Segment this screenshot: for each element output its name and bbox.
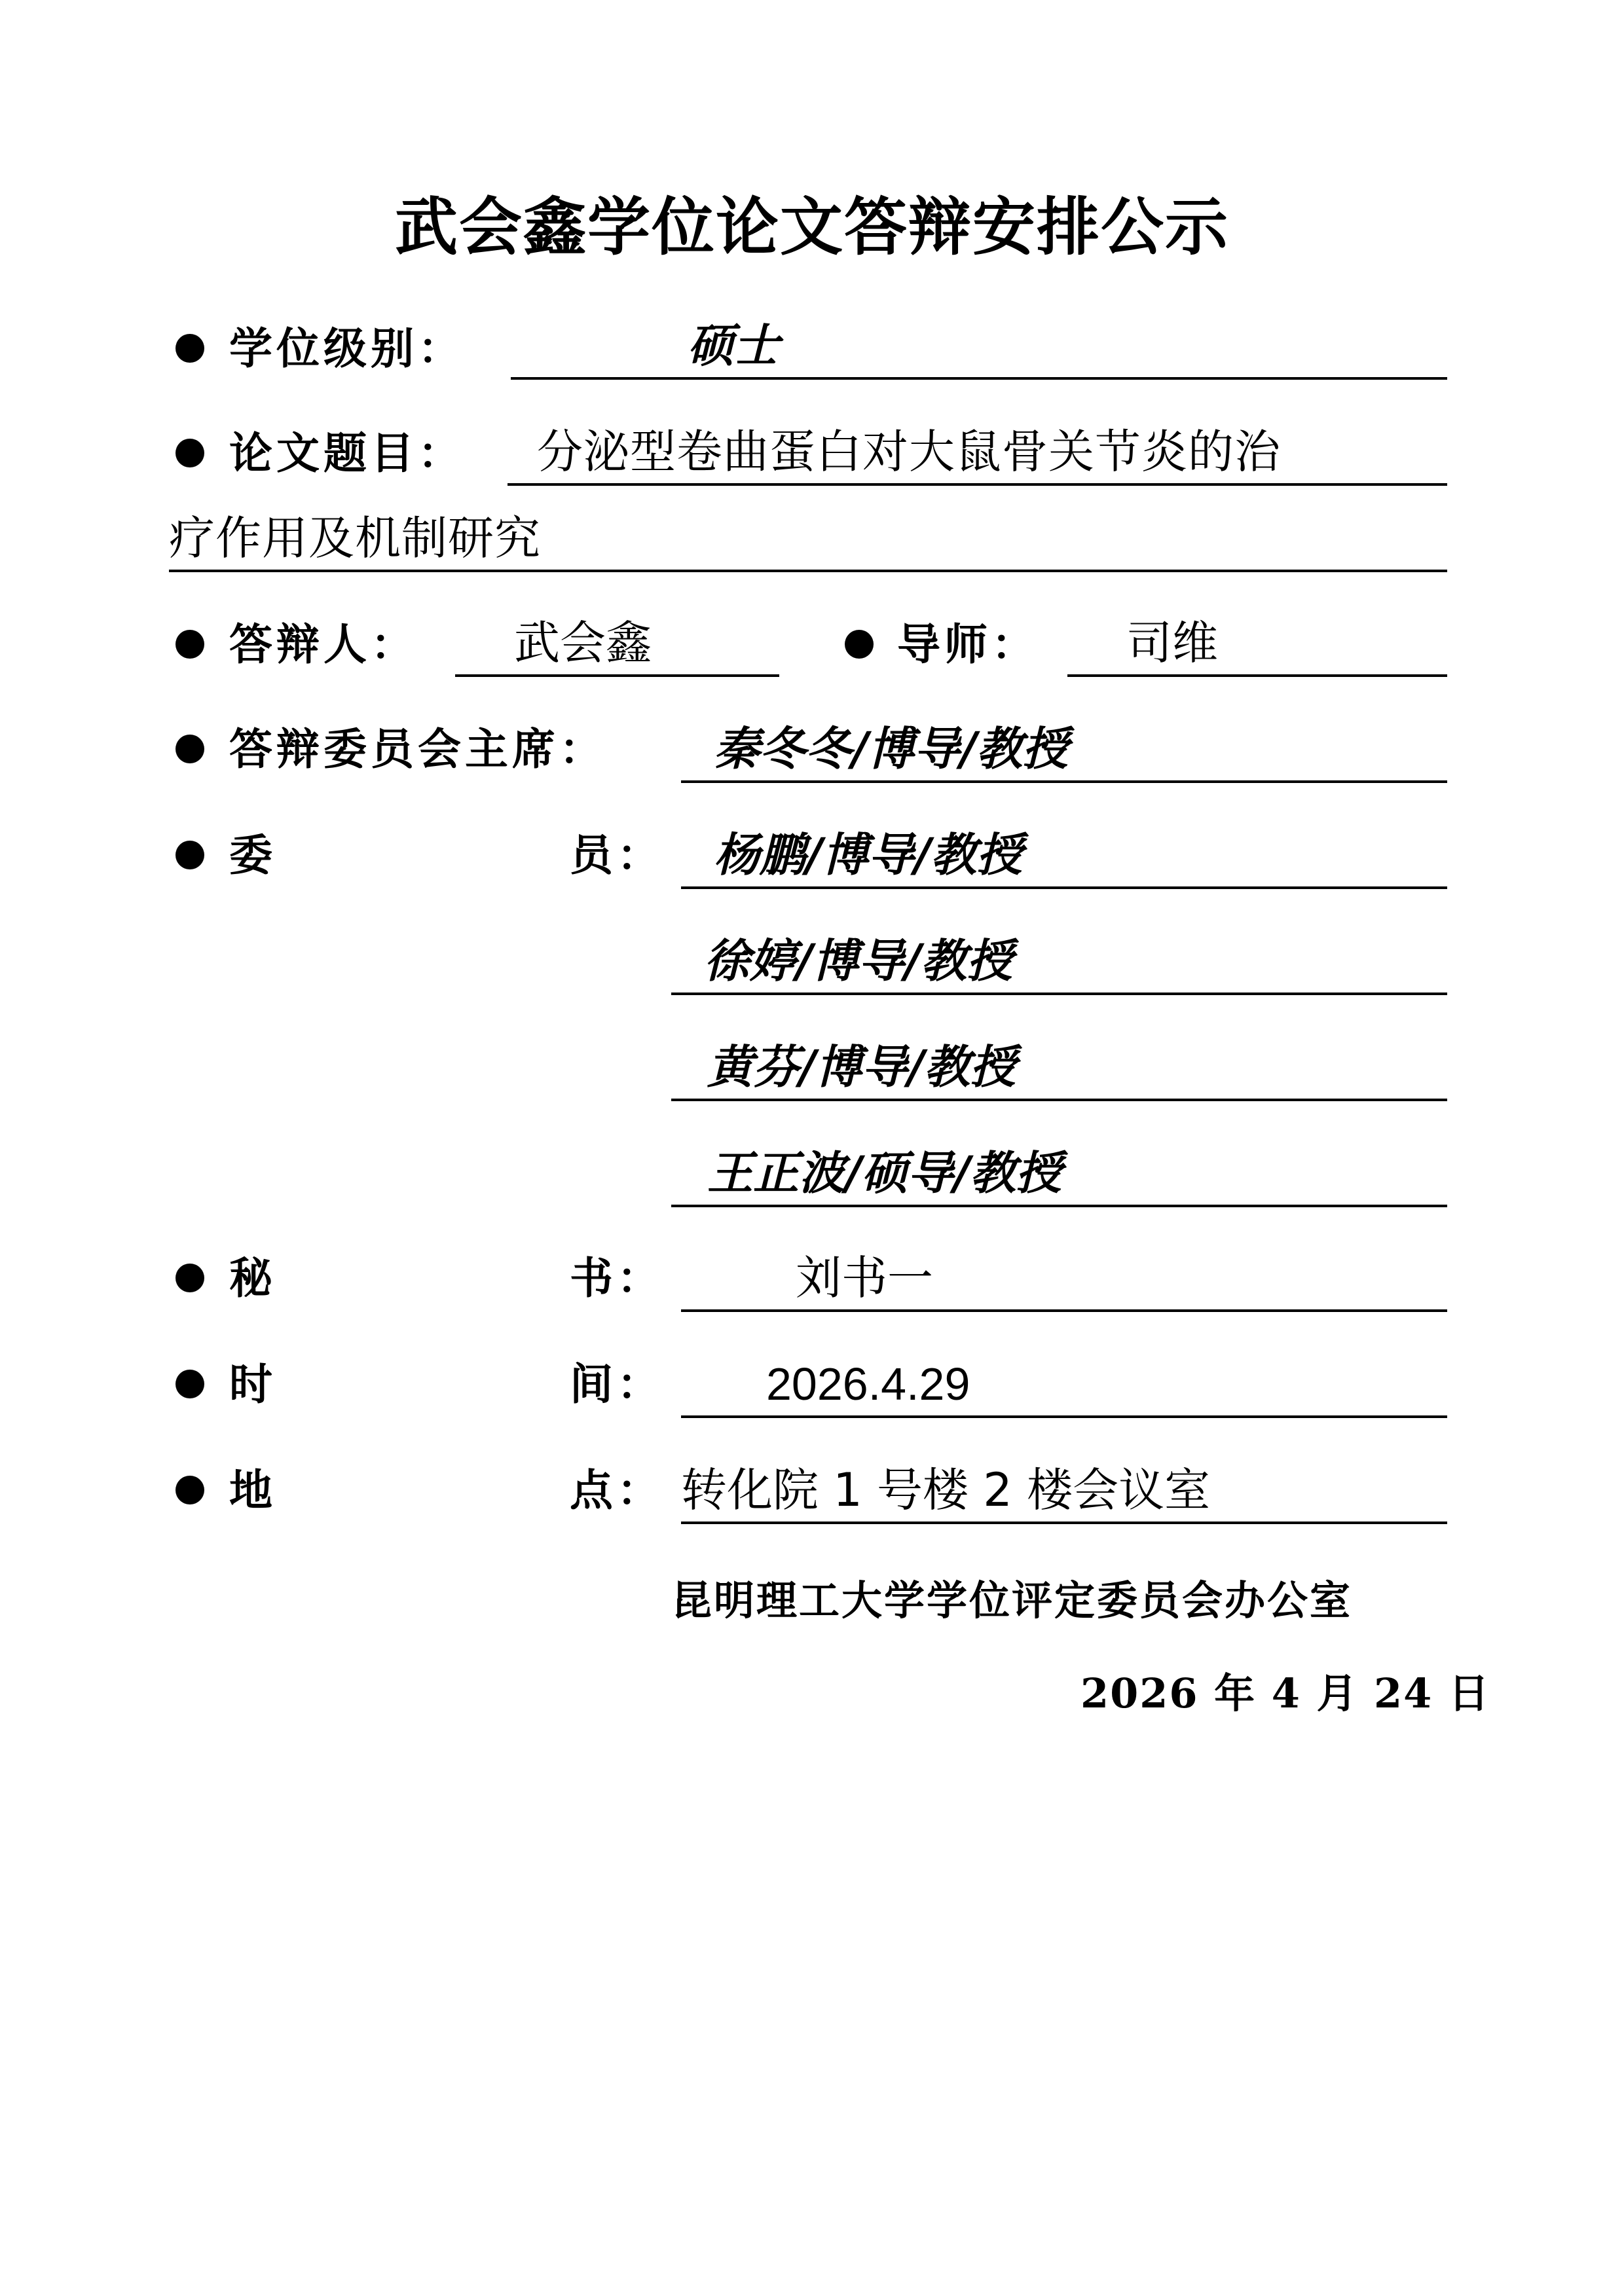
member-item: 杨鹏/博导/教授 <box>714 828 1023 882</box>
defender-label: 答辩人： <box>229 619 418 670</box>
secretary-value: 刘书一 <box>796 1251 933 1305</box>
bullet-icon <box>175 439 204 467</box>
member-item: 徐婷/博导/教授 <box>704 934 1013 988</box>
member-item: 黄芬/博导/教授 <box>707 1040 1016 1094</box>
bullet-icon <box>175 1476 204 1504</box>
thesis-label: 论文题目： <box>229 428 465 479</box>
degree-value: 硕士 <box>688 318 779 373</box>
supervisor-label: 导师： <box>897 619 1039 670</box>
defender-value: 武会鑫 <box>514 616 652 670</box>
page-title: 武会鑫学位论文答辩安排公示 <box>395 191 1229 264</box>
secretary-label-right: 书： <box>570 1253 664 1303</box>
member-item: 王正波/硕导/教授 <box>707 1146 1062 1200</box>
degree-label: 学位级别： <box>229 323 465 374</box>
bullet-icon <box>845 630 874 659</box>
secretary-label-left: 秘 <box>229 1253 276 1303</box>
place-label-right: 点： <box>570 1465 664 1516</box>
time-value: 2026.4.29 <box>766 1358 970 1410</box>
bullet-icon <box>175 735 204 763</box>
chair-value: 秦冬冬/博导/教授 <box>714 721 1069 776</box>
place-value: 转化院 1 号楼 2 楼会议室 <box>681 1463 1211 1517</box>
supervisor-value: 司维 <box>1126 616 1218 670</box>
time-label-left: 时 <box>229 1359 276 1410</box>
bullet-icon <box>175 1370 204 1398</box>
bullet-icon <box>175 1264 204 1292</box>
thesis-title-line1: 分泌型卷曲蛋白对大鼠骨关节炎的治 <box>537 425 1281 479</box>
place-label-left: 地 <box>229 1465 276 1516</box>
bullet-icon <box>175 841 204 869</box>
degree-underline <box>511 314 1447 380</box>
supervisor-underline <box>1067 611 1447 677</box>
issuer: 昆明理工大学学位评定委员会办公室 <box>671 1576 1353 1624</box>
members-label-right: 员： <box>570 830 664 881</box>
bullet-icon <box>175 334 204 363</box>
members-label-left: 委 <box>229 830 276 881</box>
thesis-title-line2: 疗作用及机制研究 <box>169 511 541 565</box>
bullet-icon <box>175 630 204 659</box>
issue-date: 2026 年 4 月 24 日 <box>1080 1669 1490 1717</box>
time-label-right: 间： <box>570 1359 664 1410</box>
chair-label: 答辩委员会主席： <box>229 724 606 774</box>
